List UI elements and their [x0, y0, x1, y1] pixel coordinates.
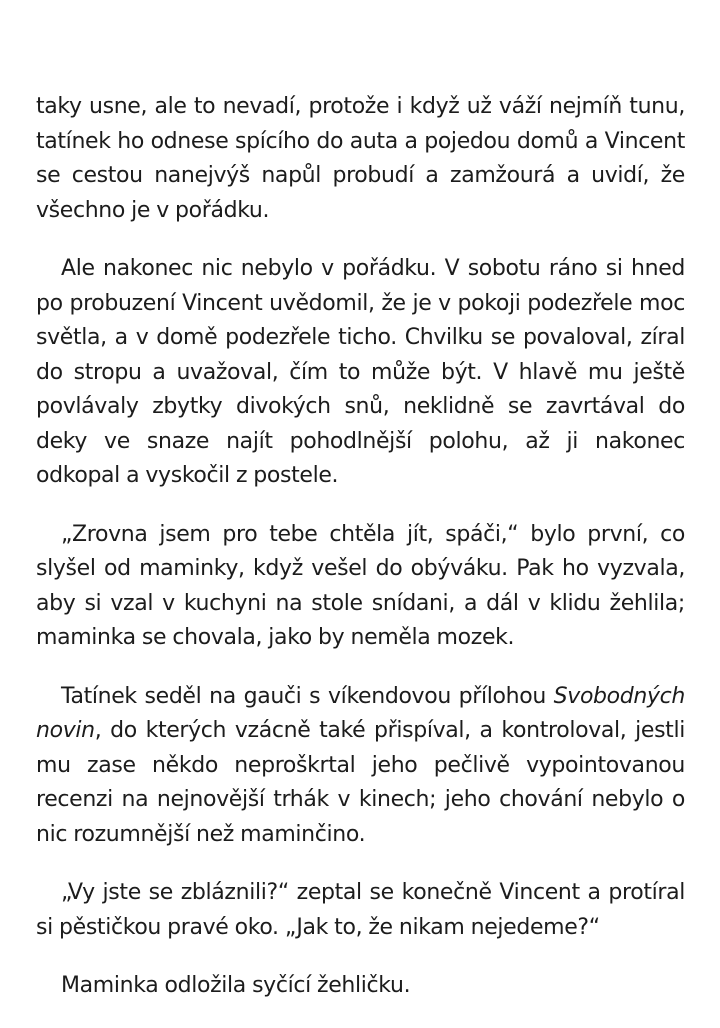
paragraph-mother-greeting: „Zrovna jsem pro tebe chtěla jít, spáči,“ bylo první, co slyšel od maminky, když vešel do obýváku. Pak ho vyzvala, aby si vzal v kuchyni na stole snídani, a dál v klidu žehlila; maminka se chovala, jako by neměla mozek. — [36, 521, 685, 650]
paragraph-father-text-before: Tatínek seděl na gauči s víkendovou přílohou — [61, 683, 554, 709]
book-page — [36, 90, 685, 1028]
paragraph-father-text-after: , do kterých vzácně také přispíval, a kontroloval, jestli mu zase někdo neproškrtal jeho pečlivě vypointovanou recenzi na nejnovější trhák v kinech; jeho chování nebylo o nic rozumnější než maminčino. — [36, 718, 685, 847]
newspaper-title: Svobodných novin — [36, 683, 685, 743]
paragraph-father-newspaper — [36, 680, 685, 853]
paragraph-vincent-question: „Vy jste se zbláznili?“ zeptal se konečně Vincent a protíral si pěstičkou pravé oko. „Jak to, že nikam nejedeme?“ — [36, 880, 685, 940]
paragraph-iron: Maminka odložila syčící žehličku. — [61, 973, 411, 998]
paragraph-continuation: taky usne, ale to nevadí, protože i když už váží nejmíň tunu, tatínek ho odnese spícího do auta a pojedou domů a Vincent se cestou nanejvýš napůl probudí a zamžourá a uvidí, že všechno je v pořádku. — [36, 94, 685, 223]
paragraph-saturday-morning: Ale nakonec nic nebylo v pořádku. V sobotu ráno si hned po probuzení Vincent uvědomil, že je v pokoji podezřele moc světla, a v domě podezřele ticho. Chvilku se povaloval, zíral do stropu a uvažoval, čím to může být. V hlavě mu ještě povlávaly zbytky divokých snů, neklidně se zavrtával do deky ve snaze najít pohodlnější polohu, až ji nakonec odkopal a vyskočil z postele. — [36, 256, 685, 488]
